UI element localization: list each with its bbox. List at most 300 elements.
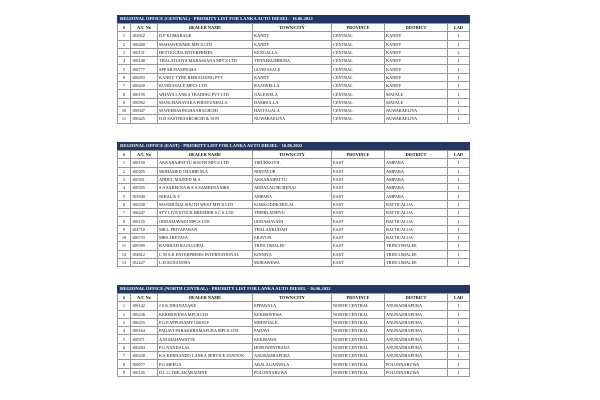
table-row xyxy=(118,90,470,98)
account-number-cell: 100371 xyxy=(131,335,158,343)
lad-count-cell: 1 xyxy=(448,65,470,73)
dealer-name-cell: MAHAWEWARE MPCS LTD xyxy=(158,40,253,48)
table-row xyxy=(118,318,470,326)
lad-count-cell: 1 xyxy=(448,225,470,233)
town-city-cell: KEKIRAWA xyxy=(253,335,332,343)
lad-count-cell: 1 xyxy=(448,167,470,175)
province-cell: NORTH CENTRAL xyxy=(332,310,385,318)
town-city-cell: KANDY xyxy=(253,32,332,40)
row-number-cell: 6 xyxy=(118,73,131,81)
row-number-cell: 4 xyxy=(118,327,131,335)
table-row xyxy=(118,32,470,40)
row-number-cell: 8 xyxy=(118,360,131,368)
district-cell: BATTICALOA xyxy=(385,209,448,217)
table-row xyxy=(118,250,470,258)
district-cell: KANDY xyxy=(385,40,448,48)
account-number-cell: 100204 xyxy=(131,343,158,351)
row-number-cell: 11 xyxy=(118,242,131,250)
dealer-name-cell: P.G.NANDALAL xyxy=(158,343,253,351)
account-number-cell: 100142 xyxy=(131,302,158,310)
row-number-cell: 9 xyxy=(118,98,131,106)
district-cell: MATALE xyxy=(385,98,448,106)
dealer-name-cell: P.G.MEEGA xyxy=(158,360,253,368)
dealer-name-cell: MR.L.PRIYAPARAN xyxy=(158,225,253,233)
lad-count-cell: 1 xyxy=(448,209,470,217)
town-city-cell: ADDALAICHCHENAI xyxy=(253,184,332,192)
province-cell: NORTH CENTRAL xyxy=(332,343,385,351)
town-city-cell: NUWARAELIYA xyxy=(253,115,332,123)
town-city-cell: KEKIRIWEWA xyxy=(253,310,332,318)
province-cell: CENTRAL xyxy=(332,65,385,73)
account-number-cell: 100351 xyxy=(131,175,158,183)
account-number-cell: 102922 xyxy=(131,32,158,40)
section-title: REGIONAL OFFICE (CENTRAL) - PRIORITY LIST FOR LANKA AUTO DIESEL - 16.06.2022 xyxy=(117,15,470,23)
dealer-name-cell: D.D SASTHUIARCHCHI & SON xyxy=(158,115,253,123)
table-row xyxy=(118,115,470,123)
town-city-cell: THALANKUDAH xyxy=(253,225,332,233)
lad-count-cell: 1 xyxy=(448,242,470,250)
column-header-dealer-name: DEALER NAME xyxy=(158,24,253,32)
lad-count-cell: 2 xyxy=(448,48,470,56)
lad-count-cell: 1 xyxy=(448,57,470,65)
table-body xyxy=(118,302,470,377)
town-city-cell: KANDY xyxy=(253,73,332,81)
dealer-name-cell: HETTIGODA ENTERPRISES xyxy=(158,48,253,56)
lad-count-cell: 1 xyxy=(448,73,470,81)
column-header-dealer-name: DEALER NAME xyxy=(158,294,253,302)
account-number-cell: 100592 xyxy=(131,98,158,106)
district-cell: ANURADHAPURA xyxy=(385,335,448,343)
row-number-cell: 9 xyxy=(118,368,131,376)
lad-count-cell: 1 xyxy=(448,302,470,310)
column-header-account-number: A/C No xyxy=(131,24,158,32)
dealer-name-cell: KEKIRIWEWA MPCS LTD xyxy=(158,310,253,318)
account-number-cell: 102227 xyxy=(131,258,158,266)
column-header-row-number: # xyxy=(118,24,131,32)
province-cell: EAST xyxy=(332,167,385,175)
column-header-account-number: A/C No xyxy=(131,151,158,159)
town-city-cell: DAMBULLA xyxy=(253,98,332,106)
account-number-cell: 100205 xyxy=(131,167,158,175)
column-header-town-city: TOWN/CITY xyxy=(253,294,332,302)
table-row xyxy=(118,335,470,343)
account-number-cell: 100399 xyxy=(131,242,158,250)
table-row xyxy=(118,327,470,335)
column-header-town-city: TOWN/CITY xyxy=(253,24,332,32)
province-cell: EAST xyxy=(332,200,385,208)
account-number-cell: 100425 xyxy=(131,115,158,123)
row-number-cell: 4 xyxy=(118,184,131,192)
table-row xyxy=(118,343,470,351)
table-header-row xyxy=(118,24,470,32)
table-row xyxy=(118,209,470,217)
district-cell: ANURADHAPURA xyxy=(385,343,448,351)
province-cell: NORTH CENTRAL xyxy=(332,302,385,310)
table-row xyxy=(118,200,470,208)
province-cell: NORTH CENTRAL xyxy=(332,318,385,326)
column-header-district: DISTRICT xyxy=(385,294,448,302)
section-title: REGIONAL OFFICE (EAST) - PRIORITY LIST FOR LANKA AUTO DIESEL - 16.06.2022 xyxy=(117,142,470,150)
lad-count-cell: 1 xyxy=(448,82,470,90)
dealer-name-cell: L.D.SUDANTHA xyxy=(158,258,253,266)
column-header-province: PROVINCE xyxy=(332,24,385,32)
table-row xyxy=(118,106,470,114)
row-number-cell: 1 xyxy=(118,159,131,167)
section-north-central xyxy=(117,285,470,377)
dealer-name-cell: STY LIVE STOCK BREEDER S C S LTD xyxy=(158,209,253,217)
table-row xyxy=(118,48,470,56)
lad-count-cell: 1 xyxy=(448,98,470,106)
town-city-cell: POLONNARUWA xyxy=(253,368,332,376)
row-number-cell: 2 xyxy=(118,40,131,48)
district-cell: NUWARAELIYA xyxy=(385,115,448,123)
town-city-cell: KINNIYA xyxy=(253,250,332,258)
column-header-row-number: # xyxy=(118,294,131,302)
district-cell: KANDY xyxy=(385,32,448,40)
province-cell: EAST xyxy=(332,225,385,233)
lad-count-cell: 1 xyxy=(448,352,470,360)
district-cell: ANURADHAPURA xyxy=(385,327,448,335)
account-number-cell: 100140 xyxy=(131,57,158,65)
district-cell: MATALE xyxy=(385,90,448,98)
province-cell: EAST xyxy=(332,250,385,258)
town-city-cell: MORAWEWA xyxy=(253,258,332,266)
table-row xyxy=(118,217,470,225)
section-title: REGIONAL OFFICE (NORTH CENTRAL) - PRIORITY LIST FOR LANKA AUTO DIESEL - 16.06.2022 xyxy=(117,285,470,293)
province-cell: NORTH CENTRAL xyxy=(332,352,385,360)
province-cell: NORTH CENTRAL xyxy=(332,360,385,368)
dealer-name-cell: C M A K ENTERPRISES INTERNATIONAL xyxy=(158,250,253,258)
row-number-cell: 8 xyxy=(118,90,131,98)
table-row xyxy=(118,98,470,106)
table-body xyxy=(118,159,470,267)
dealer-name-cell: SPP MUNASINGHA xyxy=(158,65,253,73)
province-cell: EAST xyxy=(332,258,385,266)
province-cell: EAST xyxy=(332,242,385,250)
dealer-name-cell: M.WEERASINGHAARACHCHI xyxy=(158,106,253,114)
dealer-table xyxy=(117,150,470,267)
account-number-cell: 100293 xyxy=(131,73,158,81)
district-cell: KANDY xyxy=(385,57,448,65)
lad-count-cell: 1 xyxy=(448,115,470,123)
table-row xyxy=(118,368,470,376)
district-cell: AMPARA xyxy=(385,167,448,175)
row-number-cell: 7 xyxy=(118,82,131,90)
province-cell: EAST xyxy=(332,209,385,217)
account-number-cell: 100047 xyxy=(131,106,158,114)
town-city-cell: AKKARAIPATTU xyxy=(253,175,332,183)
dealer-name-cell: MOHAMED THAHIR M.A xyxy=(158,167,253,175)
dealer-name-cell: WHAYA LANKA TRADING PVT LTD xyxy=(158,90,253,98)
town-city-cell: EPPAWALA xyxy=(253,302,332,310)
province-cell: NORTH CENTRAL xyxy=(332,368,385,376)
row-number-cell: 5 xyxy=(118,335,131,343)
account-number-cell: 100131 xyxy=(131,48,158,56)
town-city-cell: MIHINTALE xyxy=(253,318,332,326)
district-cell: KANDY xyxy=(385,82,448,90)
district-cell: AMPARA xyxy=(385,175,448,183)
row-number-cell: 3 xyxy=(118,175,131,183)
column-header-row-number: # xyxy=(118,151,131,159)
dealer-name-cell: K.S.KERNANDO LANKA SERVICE STATION xyxy=(158,352,253,360)
district-cell: AMPARA xyxy=(385,192,448,200)
table-row xyxy=(118,302,470,310)
town-city-cell: ARALAGANWILA xyxy=(253,360,332,368)
town-city-cell: TIRUKKOVIL xyxy=(253,159,332,167)
district-cell: TRINCOMALEE xyxy=(385,242,448,250)
district-cell: AMPARA xyxy=(385,159,448,167)
table-row xyxy=(118,184,470,192)
row-number-cell: 2 xyxy=(118,167,131,175)
dealer-table xyxy=(117,293,470,377)
column-header-lad-count: LAD xyxy=(448,24,470,32)
dealer-name-cell: PADAVI PARAKKRAMAPURA MPCS LTD xyxy=(158,327,253,335)
column-header-lad-count: LAD xyxy=(448,151,470,159)
district-cell: BATTICALOA xyxy=(385,225,448,233)
row-number-cell: 10 xyxy=(118,233,131,241)
district-cell: AMPARA xyxy=(385,184,448,192)
district-cell: POLONNARUWA xyxy=(385,360,448,368)
dealer-name-cell: NIHAL K Y xyxy=(158,192,253,200)
table-row xyxy=(118,40,470,48)
lad-count-cell: 1 xyxy=(448,106,470,114)
row-number-cell: 13 xyxy=(118,258,131,266)
table-row xyxy=(118,258,470,266)
province-cell: EAST xyxy=(332,184,385,192)
dealer-name-cell: RANDIAH RAJAGOPAL xyxy=(158,242,253,250)
table-row xyxy=(118,159,470,167)
district-cell: ANURADHAPURA xyxy=(385,352,448,360)
row-number-cell: 10 xyxy=(118,106,131,114)
table-row xyxy=(118,352,470,360)
row-number-cell: 5 xyxy=(118,65,131,73)
table-body xyxy=(118,32,470,123)
town-city-cell: HATTAGALA xyxy=(253,106,332,114)
dealer-name-cell: D.P KUMARAGE xyxy=(158,32,253,40)
row-number-cell: 5 xyxy=(118,192,131,200)
table-row xyxy=(118,82,470,90)
dealer-name-cell: THALATUOYA MARASSANA MPCS LTD xyxy=(158,57,253,65)
account-number-cell: 100338 xyxy=(131,352,158,360)
lad-count-cell: 1 xyxy=(448,159,470,167)
province-cell: CENTRAL xyxy=(332,32,385,40)
section-east xyxy=(117,142,470,267)
column-header-district: DISTRICT xyxy=(385,151,448,159)
account-number-cell: 100077 xyxy=(131,360,158,368)
dealer-name-cell: J.S.K DHANAYAKE xyxy=(158,302,253,310)
table-row xyxy=(118,310,470,318)
table-row xyxy=(118,73,470,81)
province-cell: EAST xyxy=(332,159,385,167)
town-city-cell: ERAVUR xyxy=(253,233,332,241)
province-cell: CENTRAL xyxy=(332,40,385,48)
lad-count-cell: 1 xyxy=(448,368,470,376)
lad-count-cell: 1 xyxy=(448,90,470,98)
province-cell: CENTRAL xyxy=(332,57,385,65)
province-cell: CENTRAL xyxy=(332,106,385,114)
dealer-table xyxy=(117,23,470,124)
dealer-name-cell: MANCHANAYAKA PIHAYUNHALA xyxy=(158,98,253,106)
town-city-cell: THIMILATHIVU xyxy=(253,209,332,217)
province-cell: EAST xyxy=(332,175,385,183)
district-cell: BATTICALOA xyxy=(385,200,448,208)
table-row xyxy=(118,65,470,73)
account-number-cell: 100777 xyxy=(131,65,158,73)
account-number-cell: 103940 xyxy=(131,192,158,200)
province-cell: CENTRAL xyxy=(332,98,385,106)
column-header-lad-count: LAD xyxy=(448,294,470,302)
town-city-cell: ANURADHAPURA xyxy=(253,352,332,360)
row-number-cell: 6 xyxy=(118,200,131,208)
town-city-cell: HOROWPATHANA xyxy=(253,343,332,351)
dealer-name-cell: MRS.J.REVATA xyxy=(158,233,253,241)
account-number-cell: 100150 xyxy=(131,159,158,167)
row-number-cell: 3 xyxy=(118,318,131,326)
row-number-cell: 1 xyxy=(118,302,131,310)
table-row xyxy=(118,57,470,65)
province-cell: NORTH CENTRAL xyxy=(332,327,385,335)
province-cell: CENTRAL xyxy=(332,48,385,56)
district-cell: ANURADHAPURA xyxy=(385,302,448,310)
row-number-cell: 7 xyxy=(118,352,131,360)
lad-count-cell: 1 xyxy=(448,327,470,335)
province-cell: CENTRAL xyxy=(332,82,385,90)
row-number-cell: 11 xyxy=(118,115,131,123)
town-city-cell: TRINCOMALEE xyxy=(253,242,332,250)
province-cell: EAST xyxy=(332,217,385,225)
account-number-cell: 100420 xyxy=(131,82,158,90)
district-cell: NUWARAELIYA xyxy=(385,106,448,114)
account-number-cell: 100164 xyxy=(131,327,158,335)
district-cell: ANURADHAPURA xyxy=(385,310,448,318)
table-row xyxy=(118,242,470,250)
district-cell: BATTICALOA xyxy=(385,217,448,225)
town-city-cell: PADAVI xyxy=(253,327,332,335)
column-header-account-number: A/C No xyxy=(131,294,158,302)
lad-count-cell: 1 xyxy=(448,40,470,48)
row-number-cell: 2 xyxy=(118,310,131,318)
row-number-cell: 1 xyxy=(118,32,131,40)
province-cell: NORTH CENTRAL xyxy=(332,335,385,343)
lad-count-cell: 1 xyxy=(448,335,470,343)
table-row xyxy=(118,233,470,241)
dealer-name-cell: MANMUNAI SOUTH WEST MPCS LTD xyxy=(158,200,253,208)
account-number-cell: 100125 xyxy=(131,217,158,225)
lad-count-cell: 1 xyxy=(448,233,470,241)
row-number-cell: 4 xyxy=(118,57,131,65)
column-header-province: PROVINCE xyxy=(332,151,385,159)
lad-count-cell: 1 xyxy=(448,258,470,266)
table-row xyxy=(118,175,470,183)
district-cell: ANURADHAPURA xyxy=(385,318,448,326)
dealer-name-cell: A.M.MAHAWATTE xyxy=(158,335,253,343)
district-cell: KANDY xyxy=(385,48,448,56)
lad-count-cell: 1 xyxy=(448,217,470,225)
town-city-cell: ODDAMAVADI xyxy=(253,217,332,225)
row-number-cell: 6 xyxy=(118,343,131,351)
district-cell: KANDY xyxy=(385,65,448,73)
dealer-name-cell: D.L.G.THILAKARATHNE xyxy=(158,368,253,376)
lad-count-cell: 1 xyxy=(448,184,470,192)
province-cell: EAST xyxy=(332,233,385,241)
district-cell: BATTICALOA xyxy=(385,233,448,241)
district-cell: POLONNARUWA xyxy=(385,368,448,376)
lad-count-cell: 1 xyxy=(448,318,470,326)
dealer-name-cell: KANDY TYRE REBUILDING PVT xyxy=(158,73,253,81)
town-city-cell: AMPARA xyxy=(253,192,332,200)
province-cell: EAST xyxy=(332,192,385,200)
account-number-cell: 104612 xyxy=(131,250,158,258)
row-number-cell: 12 xyxy=(118,250,131,258)
lad-count-cell: 1 xyxy=(448,192,470,200)
town-city-cell: KENGALLA xyxy=(253,48,332,56)
dealer-name-cell: AKKARAIPATTU SOUTH MPCS LTD xyxy=(158,159,253,167)
province-cell: CENTRAL xyxy=(332,90,385,98)
account-number-cell: 100236 xyxy=(131,310,158,318)
account-number-cell: 100145 xyxy=(131,368,158,376)
district-cell: KANDY xyxy=(385,73,448,81)
account-number-cell: 100330 xyxy=(131,200,158,208)
lad-count-cell: 1 xyxy=(448,200,470,208)
row-number-cell: 7 xyxy=(118,209,131,217)
town-city-cell: GALEWELA xyxy=(253,90,332,98)
table-row xyxy=(118,360,470,368)
table-header-row xyxy=(118,294,470,302)
row-number-cell: 3 xyxy=(118,48,131,56)
town-city-cell: RAJAWELLA xyxy=(253,82,332,90)
table-row xyxy=(118,225,470,233)
account-number-cell: 104710 xyxy=(131,225,158,233)
lad-count-cell: 1 xyxy=(448,310,470,318)
dealer-name-cell: S A SAREENA & S A SAMEENA MRS xyxy=(158,184,253,192)
dealer-name-cell: ABDUL MAJEED M.A xyxy=(158,175,253,183)
town-city-cell: NINTAVUR xyxy=(253,167,332,175)
account-number-cell: 100447 xyxy=(131,209,158,217)
district-cell: TRINCOMALEE xyxy=(385,258,448,266)
column-header-district: DISTRICT xyxy=(385,24,448,32)
column-header-dealer-name: DEALER NAME xyxy=(158,151,253,159)
account-number-cell: 100355 xyxy=(131,184,158,192)
town-city-cell: KANDY xyxy=(253,40,332,48)
row-number-cell: 9 xyxy=(118,225,131,233)
province-cell: CENTRAL xyxy=(332,73,385,81)
row-number-cell: 8 xyxy=(118,217,131,225)
dealer-name-cell: KUNDASALE MPCS LTD xyxy=(158,82,253,90)
account-number-cell: 100200 xyxy=(131,40,158,48)
column-header-province: PROVINCE xyxy=(332,294,385,302)
town-city-cell: GUNDASALE xyxy=(253,65,332,73)
account-number-cell: 100159 xyxy=(131,90,158,98)
table-row xyxy=(118,167,470,175)
dealer-name-cell: P.G.P.APPUHAMY GROUP xyxy=(158,318,253,326)
town-city-cell: TENNEKUMBURA xyxy=(253,57,332,65)
table-header-row xyxy=(118,151,470,159)
lad-count-cell: 1 xyxy=(448,343,470,351)
town-city-cell: KOKKODDICHOLAI xyxy=(253,200,332,208)
account-number-cell: 106733 xyxy=(131,233,158,241)
section-central xyxy=(117,15,470,124)
column-header-town-city: TOWN/CITY xyxy=(253,151,332,159)
dealer-name-cell: ODDAMAVADI MPCS LTD xyxy=(158,217,253,225)
account-number-cell: 100255 xyxy=(131,318,158,326)
lad-count-cell: 1 xyxy=(448,360,470,368)
province-cell: CENTRAL xyxy=(332,115,385,123)
lad-count-cell: 1 xyxy=(448,175,470,183)
lad-count-cell: 1 xyxy=(448,250,470,258)
district-cell: TRINCOMALEE xyxy=(385,250,448,258)
lad-count-cell: 1 xyxy=(448,32,470,40)
table-row xyxy=(118,192,470,200)
